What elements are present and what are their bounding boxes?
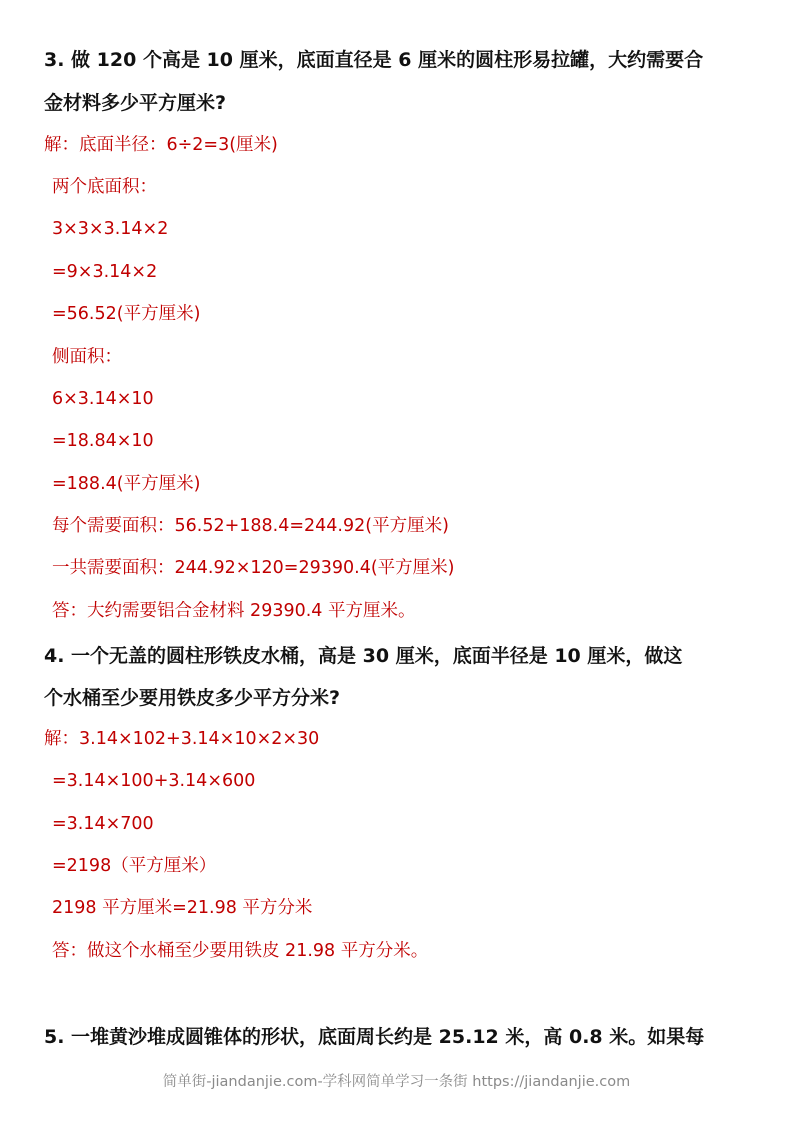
problem-3-solution-line: 侧面积： [52,347,122,367]
problem-4-solution-line: 解：3.14×102+3.14×10×2×30 [44,729,320,749]
problem-3-solution-line: 每个需要面积：56.52+188.4=244.92(平方厘米) [52,516,449,536]
problem-3-question-line-2: 金材料多少平方厘米? [44,92,227,114]
problem-4-solution-line: =3.14×700 [52,814,154,834]
problem-4-solution-line: 2198 平方厘米=21.98 平方分米 [52,898,313,918]
problem-3-solution-line: 两个底面积： [52,177,157,197]
problem-3-solution-line: =18.84×10 [52,431,154,451]
problem-3-solution-line: =9×3.14×2 [52,262,158,282]
problem-3-solution-line: 6×3.14×10 [52,389,154,409]
problem-3-solution-line: 3×3×3.14×2 [52,219,169,239]
problem-4-solution-line: =2198（平方厘米） [52,856,217,876]
problem-4-question-line-2: 个水桶至少要用铁皮多少平方分米? [44,687,341,709]
page-footer: 简单街-jiandanjie.com-学科网简单学习一条街 https://jiandanjie.com [162,1074,631,1090]
problem-4-question-line-1: 4. 一个无盖的圆柱形铁皮水桶，高是 30 厘米，底面半径是 10 厘米，做这 [44,645,683,667]
problem-3-solution-line: 解：底面半径：6÷2=3(厘米) [44,135,278,155]
problem-3-solution-line: =188.4(平方厘米) [52,474,201,494]
problem-4-answer: 答：做这个水桶至少要用铁皮 21.98 平方分米。 [52,941,429,961]
problem-5-question-line-1: 5. 一堆黄沙堆成圆锥体的形状，底面周长约是 25.12 米，高 0.8 米。如果每 [44,1026,705,1048]
problem-3-solution-line: =56.52(平方厘米) [52,304,201,324]
problem-3-solution-line: 一共需要面积：244.92×120=29390.4(平方厘米) [52,558,455,578]
problem-3-question-line-1: 3. 做 120 个高是 10 厘米，底面直径是 6 厘米的圆柱形易拉罐，大约需要合 [44,49,704,71]
problem-3-answer: 答：大约需要铝合金材料 29390.4 平方厘米。 [52,601,416,621]
problem-4-solution-line: =3.14×100+3.14×600 [52,771,256,791]
